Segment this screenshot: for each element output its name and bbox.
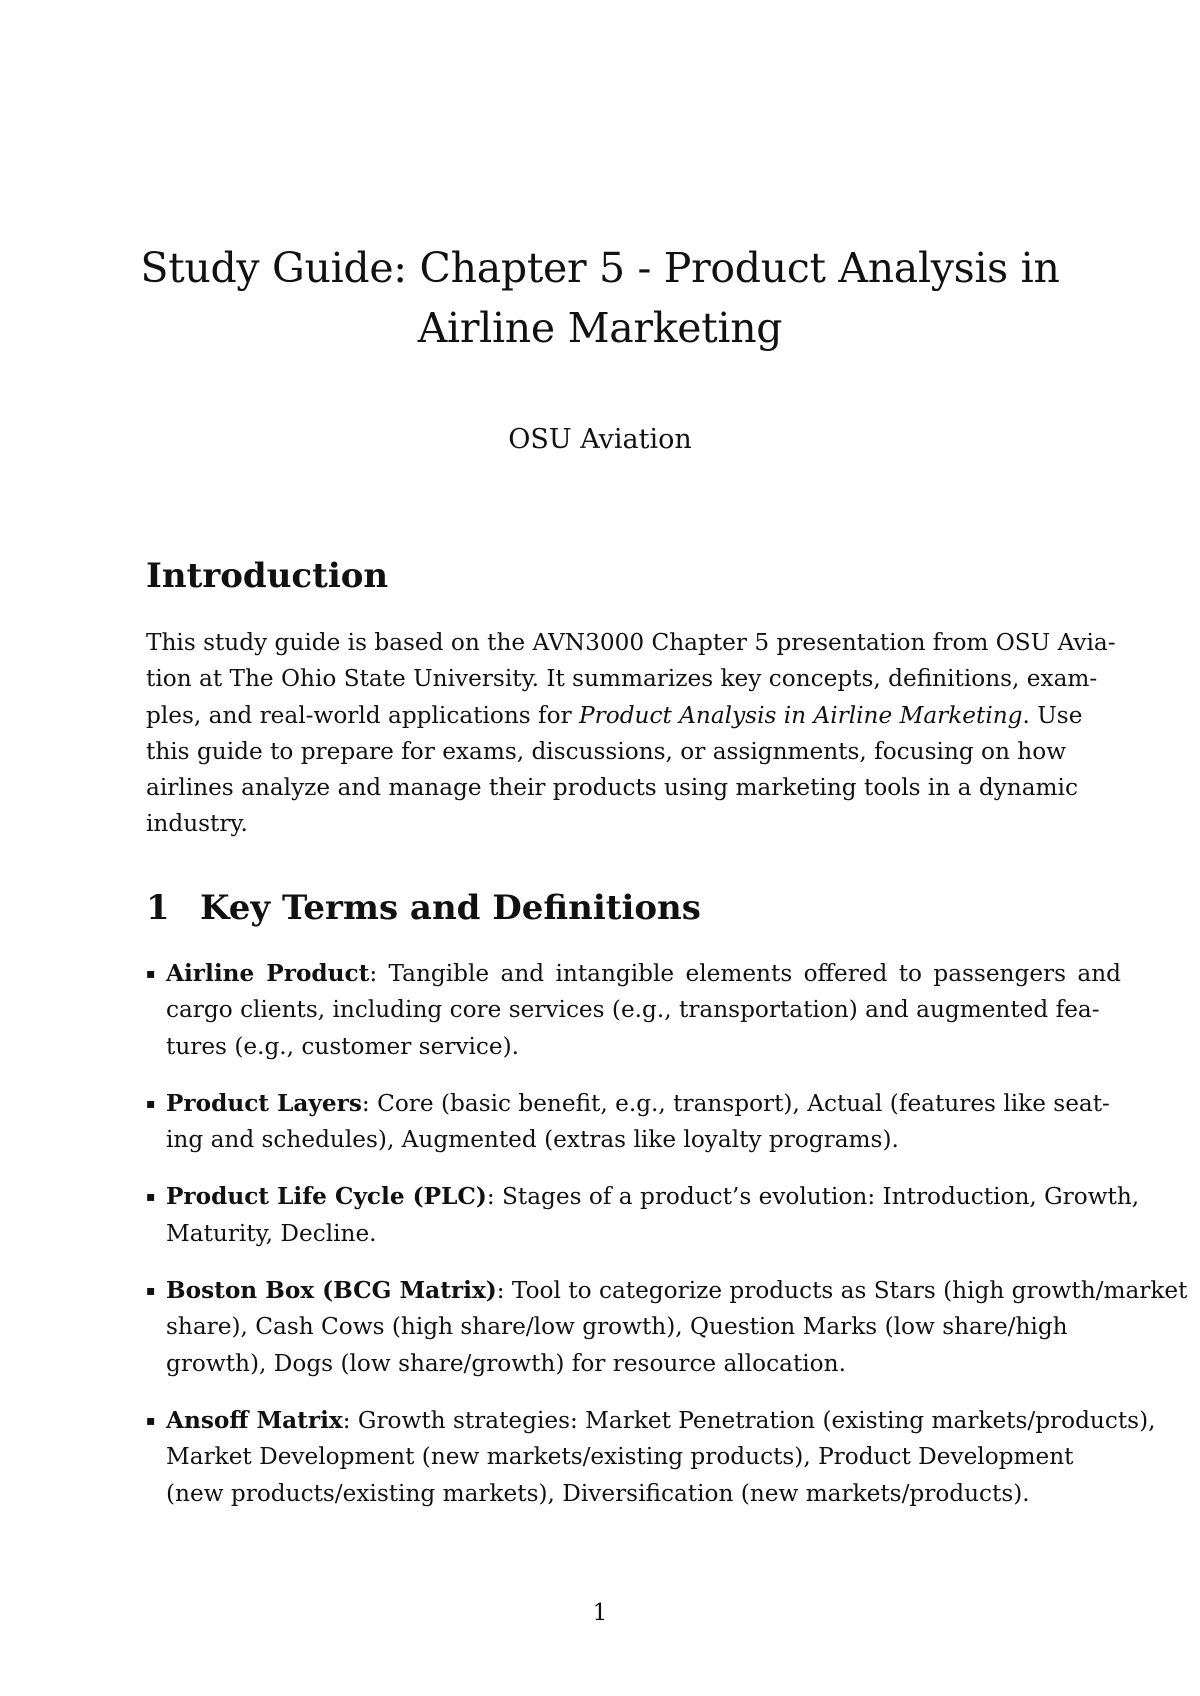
intro-line: tion at The Ohio State University. It summarizes key concepts, definitions, exam- bbox=[146, 665, 1098, 693]
term-text: : Stages of a product’s evolution: Introduction, Growth, bbox=[486, 1183, 1140, 1211]
term-text: : Tangible and intangible elements offered to passengers and bbox=[369, 960, 1121, 987]
term-line: ing and schedules), Augmented (extras like loyalty programs). bbox=[166, 1126, 899, 1154]
term-line: tures (e.g., customer service). bbox=[166, 1032, 520, 1060]
section-number: 1 bbox=[146, 888, 170, 928]
author: OSU Aviation bbox=[508, 424, 692, 455]
list-item bbox=[146, 956, 1126, 1065]
list-item bbox=[146, 1086, 1126, 1159]
term-name: Ansoff Matrix bbox=[166, 1406, 343, 1434]
intro-line: airlines analyze and manage their products using marketing tools in a dynamic bbox=[146, 774, 1078, 802]
term-name: Airline Product bbox=[166, 960, 370, 987]
term-line: Maturity, Decline. bbox=[166, 1219, 377, 1247]
term-name: Boston Box (BCG Matrix) bbox=[166, 1277, 497, 1305]
term-line bbox=[166, 1086, 1110, 1122]
intro-line: industry. bbox=[146, 810, 248, 838]
key-terms-list bbox=[146, 956, 1188, 1533]
list-item bbox=[146, 1179, 1140, 1252]
title-line-2: Airline Marketing bbox=[417, 304, 783, 352]
term-line: (new products/existing markets), Diversification (new markets/products). bbox=[166, 1479, 1030, 1507]
term-line: Market Development (new markets/existing products), Product Development bbox=[166, 1443, 1074, 1471]
bullet-icon: ▪ bbox=[146, 1412, 156, 1429]
term-line bbox=[166, 956, 1121, 992]
bullet-icon: ▪ bbox=[146, 966, 156, 982]
intro-emphasis: Product Analysis in Airline Marketing bbox=[579, 701, 1023, 729]
term-line: growth), Dogs (low share/growth) for resource allocation. bbox=[166, 1349, 846, 1377]
term-line: cargo clients, including core services (e.g., transportation) and augmented fea- bbox=[166, 996, 1100, 1024]
intro-line: This study guide is based on the AVN3000 Chapter 5 presentation from OSU Avia- bbox=[146, 629, 1116, 656]
document-title bbox=[100, 238, 1100, 358]
section-1-heading bbox=[146, 886, 701, 930]
page-number: 1 bbox=[592, 1600, 608, 1626]
intro-line-text: ples, and real-world applications for bbox=[146, 701, 580, 729]
term-line bbox=[166, 1273, 1188, 1309]
bullet-icon: ▪ bbox=[146, 1189, 156, 1206]
bullet-icon: ▪ bbox=[146, 1095, 156, 1112]
term-text: : Tool to categorize products as Stars (high growth/market bbox=[496, 1277, 1188, 1305]
bullet-icon: ▪ bbox=[146, 1283, 156, 1300]
title-line-1: Study Guide: Chapter 5 - Product Analysis in bbox=[140, 244, 1060, 292]
intro-line: this guide to prepare for exams, discussions, or assignments, focusing on how bbox=[146, 737, 1067, 765]
term-line bbox=[166, 1179, 1140, 1215]
introduction-paragraph bbox=[146, 625, 1116, 843]
term-name: Product Life Cycle (PLC) bbox=[166, 1183, 487, 1211]
intro-line bbox=[146, 698, 1083, 734]
term-text: : Growth strategies: Market Penetration (existing markets/products), bbox=[342, 1406, 1156, 1434]
term-name: Product Layers bbox=[166, 1089, 362, 1117]
intro-after-emphasis: . Use bbox=[1022, 701, 1083, 729]
section-title: Key Terms and Definitions bbox=[200, 888, 701, 928]
list-item bbox=[146, 1273, 1188, 1382]
term-text: : Core (basic benefit, e.g., transport), Actual (features like seat- bbox=[361, 1089, 1110, 1117]
introduction-heading: Introduction bbox=[146, 556, 389, 596]
term-line: share), Cash Cows (high share/low growth), Question Marks (low share/high bbox=[166, 1313, 1068, 1341]
list-item bbox=[146, 1403, 1156, 1512]
term-line bbox=[166, 1403, 1156, 1439]
